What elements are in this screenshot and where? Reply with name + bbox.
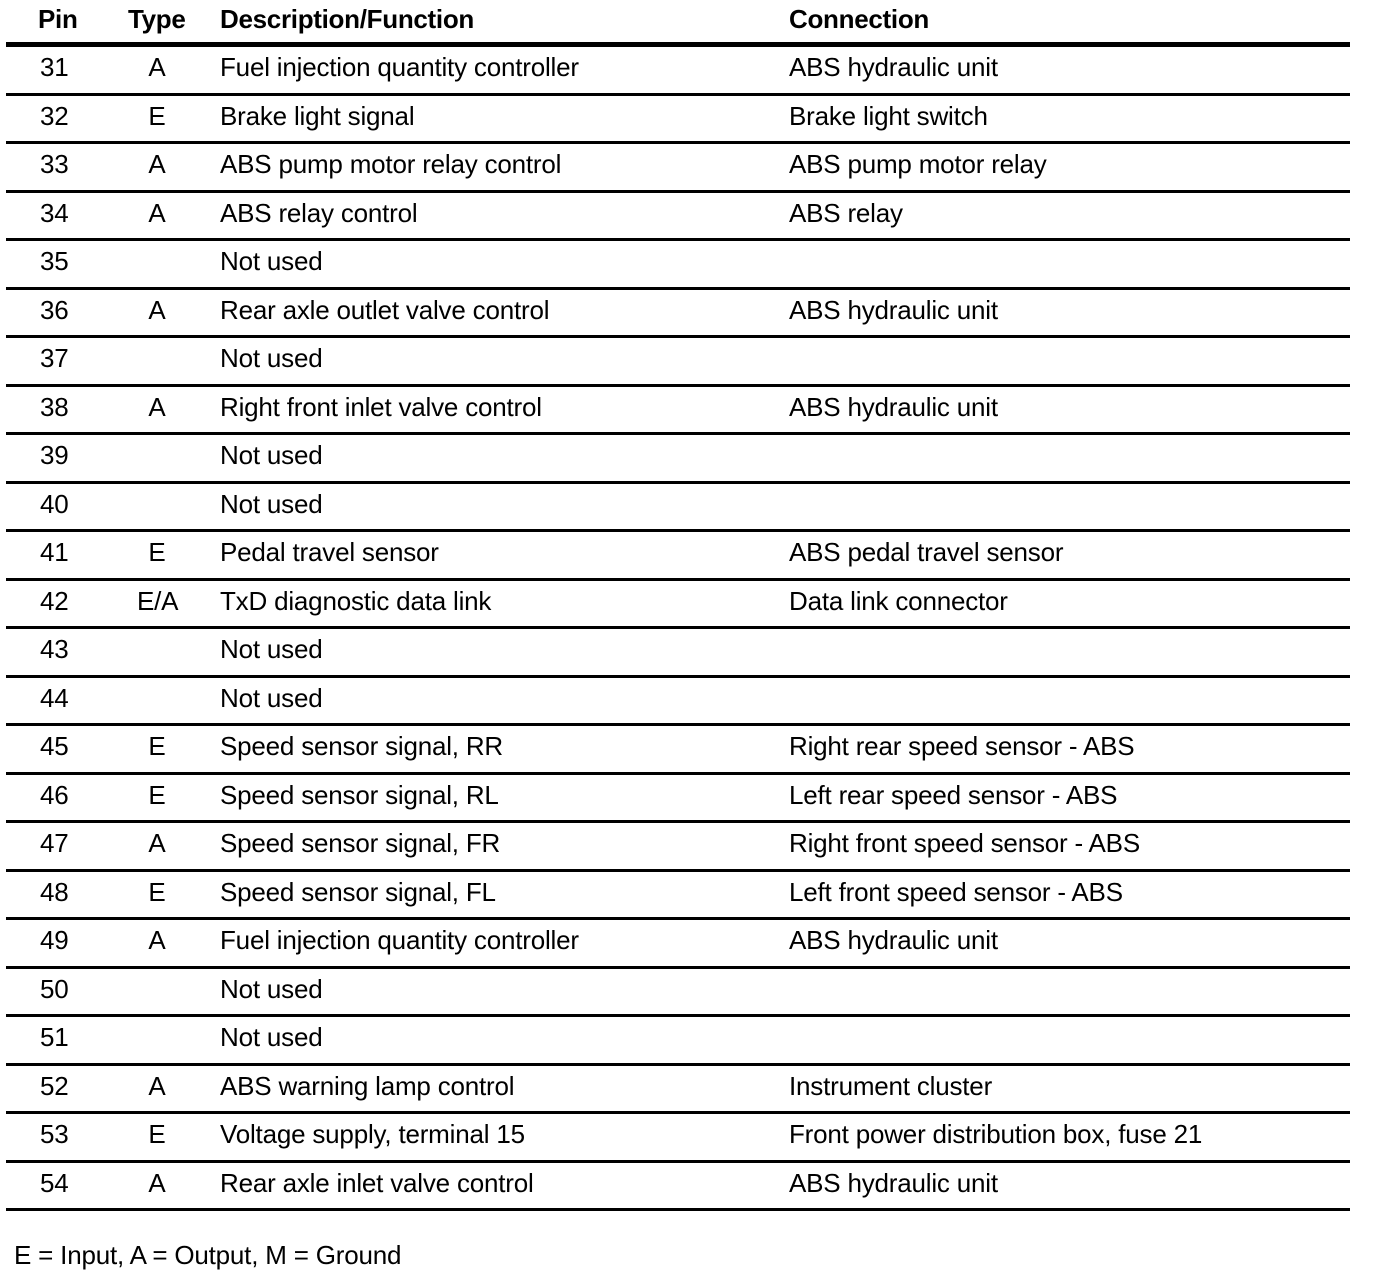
description-cell: Not used	[220, 440, 323, 470]
table-row	[6, 1066, 1350, 1115]
pin-cell: 39	[40, 440, 69, 470]
type-cell: A	[148, 294, 166, 325]
table-row	[6, 1114, 1350, 1163]
description-cell: Rear axle outlet valve control	[220, 294, 550, 325]
table-body	[6, 47, 1350, 1211]
table-row	[6, 435, 1350, 484]
connection-cell: ABS pedal travel sensor	[789, 537, 1064, 567]
header-connection: Connection	[789, 4, 929, 34]
type-legend: E = Input, A = Output, M = Ground	[14, 1240, 402, 1270]
header-description: Description/Function	[220, 4, 475, 34]
table-row	[6, 484, 1350, 533]
type-cell: E	[148, 779, 166, 810]
pin-cell: 52	[40, 1070, 69, 1101]
description-cell: Not used	[220, 634, 323, 664]
connection-cell: ABS hydraulic unit	[789, 294, 998, 325]
connection-cell: ABS hydraulic unit	[789, 1167, 998, 1198]
pin-cell: 45	[40, 731, 69, 761]
header-pin: Pin	[38, 4, 78, 34]
table-row	[6, 726, 1350, 775]
table-row	[6, 581, 1350, 630]
type-cell: A	[148, 52, 166, 82]
pin-cell: 51	[40, 1022, 69, 1052]
table-header	[6, 0, 1350, 47]
pin-cell: 37	[40, 343, 69, 373]
description-cell: Fuel injection quantity controller	[220, 52, 579, 82]
connection-cell: Data link connector	[789, 585, 1008, 616]
pin-cell: 47	[40, 828, 69, 858]
connection-cell: Left front speed sensor - ABS	[789, 876, 1123, 907]
table-row	[6, 1017, 1350, 1066]
pin-cell: 40	[40, 488, 69, 519]
pin-cell: 33	[40, 149, 69, 179]
description-cell: Not used	[220, 682, 323, 713]
table-row	[6, 144, 1350, 193]
pin-cell: 53	[40, 1119, 69, 1149]
type-cell: E	[148, 537, 166, 567]
connection-cell: ABS relay	[789, 197, 903, 228]
table-row	[6, 96, 1350, 145]
description-cell: Not used	[220, 973, 323, 1004]
type-cell: E/A	[137, 585, 179, 616]
connection-cell: Right rear speed sensor - ABS	[789, 731, 1135, 761]
description-cell: Fuel injection quantity controller	[220, 925, 579, 955]
type-cell: E	[148, 876, 166, 907]
pin-cell: 42	[40, 585, 69, 616]
description-cell: ABS pump motor relay control	[220, 149, 562, 179]
description-cell: ABS relay control	[220, 197, 418, 228]
pin-cell: 43	[40, 634, 69, 664]
type-cell: E	[148, 1119, 166, 1149]
description-cell: Speed sensor signal, RL	[220, 779, 499, 810]
description-cell: Not used	[220, 1022, 323, 1052]
connection-cell: ABS hydraulic unit	[789, 391, 998, 422]
connection-cell: Brake light switch	[789, 100, 988, 131]
description-cell: Voltage supply, terminal 15	[220, 1119, 525, 1149]
description-cell: Not used	[220, 488, 323, 519]
table-row	[6, 775, 1350, 824]
description-cell: Not used	[220, 246, 323, 276]
connection-cell: Right front speed sensor - ABS	[789, 828, 1140, 858]
table-row	[6, 338, 1350, 387]
pin-cell: 49	[40, 925, 69, 955]
table-row	[6, 47, 1350, 96]
description-cell: TxD diagnostic data link	[220, 585, 492, 616]
type-cell: A	[148, 828, 166, 858]
connection-cell: Instrument cluster	[789, 1070, 993, 1101]
description-cell: Speed sensor signal, FL	[220, 876, 496, 907]
connection-cell: Front power distribution box, fuse 21	[789, 1119, 1203, 1149]
table-row	[6, 241, 1350, 290]
pin-cell: 50	[40, 973, 69, 1004]
table-row	[6, 969, 1350, 1018]
pin-cell: 44	[40, 682, 69, 713]
type-cell: A	[148, 1070, 166, 1101]
pin-cell: 36	[40, 294, 69, 325]
table-row	[6, 532, 1350, 581]
table-row	[6, 678, 1350, 727]
description-cell: Brake light signal	[220, 100, 415, 131]
pin-cell: 32	[40, 100, 69, 131]
description-cell: Speed sensor signal, RR	[220, 731, 503, 761]
type-cell: A	[148, 1167, 166, 1198]
pin-cell: 34	[40, 197, 69, 228]
connection-cell: ABS pump motor relay	[789, 149, 1047, 179]
description-cell: Rear axle inlet valve control	[220, 1167, 534, 1198]
pin-cell: 46	[40, 779, 69, 810]
description-cell: ABS warning lamp control	[220, 1070, 515, 1101]
table-row	[6, 872, 1350, 921]
header-type: Type	[128, 4, 186, 34]
type-cell: E	[148, 100, 166, 131]
table-row	[6, 920, 1350, 969]
connection-cell: Left rear speed sensor - ABS	[789, 779, 1118, 810]
description-cell: Not used	[220, 343, 323, 373]
connection-cell: ABS hydraulic unit	[789, 925, 998, 955]
table-row	[6, 290, 1350, 339]
description-cell: Speed sensor signal, FR	[220, 828, 501, 858]
pin-cell: 54	[40, 1167, 69, 1198]
connection-cell: ABS hydraulic unit	[789, 52, 998, 82]
type-cell: A	[148, 925, 166, 955]
table-row	[6, 193, 1350, 242]
type-cell: A	[148, 149, 166, 179]
table-row	[6, 1163, 1350, 1212]
pin-cell: 48	[40, 876, 69, 907]
type-cell: A	[148, 197, 166, 228]
description-cell: Right front inlet valve control	[220, 391, 542, 422]
table-row	[6, 387, 1350, 436]
pin-cell: 31	[40, 52, 69, 82]
table-row	[6, 823, 1350, 872]
pin-cell: 35	[40, 246, 69, 276]
type-cell: E	[148, 731, 166, 761]
pin-assignment-table	[6, 0, 1350, 1211]
table-row	[6, 629, 1350, 678]
type-cell: A	[148, 391, 166, 422]
description-cell: Pedal travel sensor	[220, 537, 439, 567]
pin-cell: 41	[40, 537, 69, 567]
pin-cell: 38	[40, 391, 69, 422]
